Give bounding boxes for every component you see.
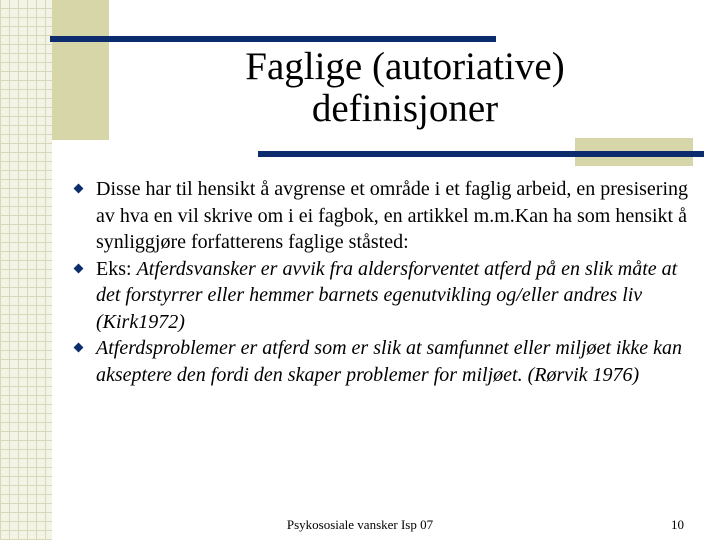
decorative-title-block-left	[52, 0, 109, 140]
bullet-prefix-2: Eks:	[96, 257, 137, 280]
slide-title-line-2: definisjoner	[311, 87, 499, 130]
bullet-text-2: Atferdsvansker er avvik fra aldersforventet atferd på en slik måte at det forstyrrer eller hemmer barnets egenutvikling og/eller andres liv (Kirk1972)	[96, 257, 678, 333]
bullet-text-3: Atferdsproblemer er atferd som er slik at samfunnet eller miljøet ikke kan akseptere den fordi den skaper problemer for miljøet. (Rørvik 1976)	[96, 337, 682, 386]
slide-title	[130, 46, 680, 130]
diamond-bullet-icon	[74, 343, 84, 353]
bullet-item-2	[70, 256, 700, 336]
slide-title-line-1: Faglige (autoriative)	[245, 45, 565, 88]
bullet-list	[70, 176, 700, 388]
page-number: 10	[671, 517, 684, 532]
diamond-bullet-icon	[74, 263, 84, 273]
slide-footer: Psykososiale vansker Isp 07	[286, 517, 434, 532]
decorative-top-bar	[50, 36, 496, 42]
bullet-item-3	[70, 335, 700, 388]
bullet-text-1: Disse har til hensikt å avgrense et område i et faglig arbeid, en presisering av hva en vil skrive om i ei fagbok, en artikkel m.m.Kan ha som hensikt å synliggjøre forfatterens faglige ståsted:	[96, 178, 689, 253]
decorative-left-stripe	[0, 0, 52, 540]
decorative-bottom-bar	[258, 151, 704, 157]
bullet-item-1	[70, 176, 700, 256]
diamond-bullet-icon	[74, 184, 84, 194]
